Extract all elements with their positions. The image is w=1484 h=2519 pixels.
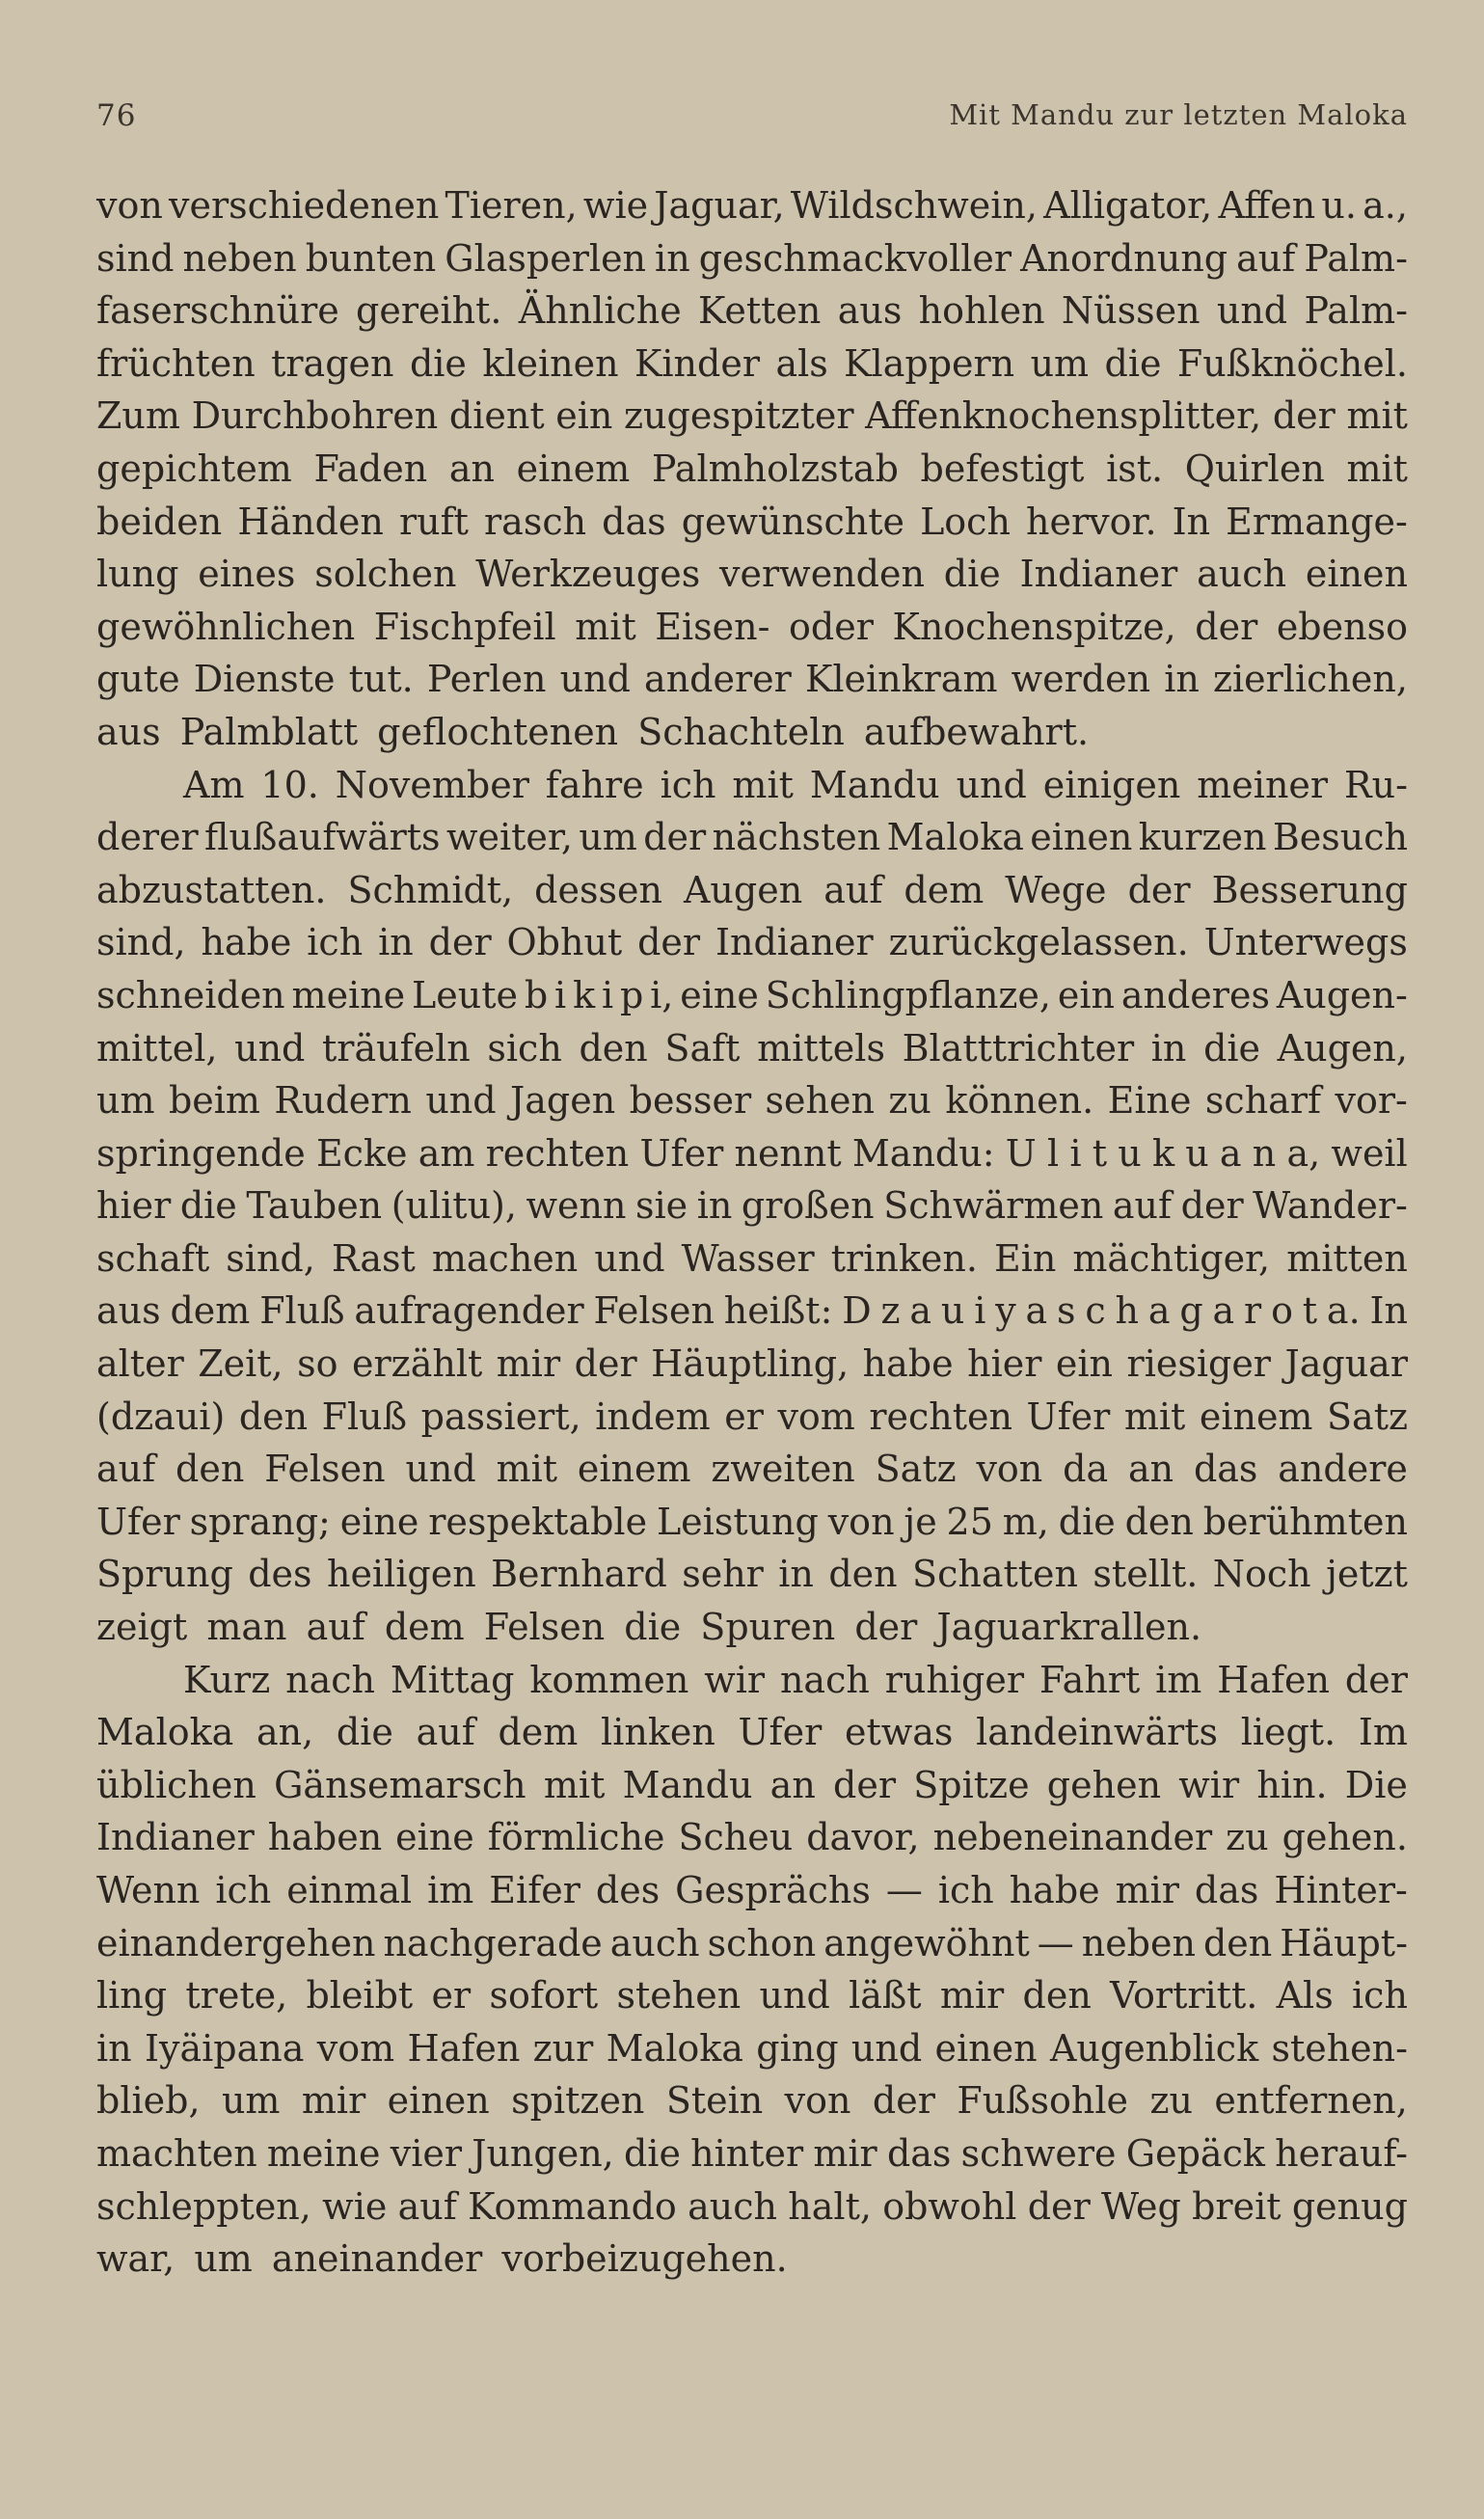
text-line: ling trete, bleibt er sofort stehen und läßt mir den Vortritt. Als ich (96, 1974, 1408, 2018)
text-line: Maloka an, die auf dem linken Ufer etwas landeinwärts liegt. Im (96, 1711, 1408, 1754)
running-title: Mit Mandu zur letzten Maloka (949, 98, 1408, 131)
text-line: Indianer haben eine förmliche Scheu davor, nebeneinander zu gehen. (96, 1816, 1408, 1859)
text-line: sind neben bunten Glasperlen in geschmackvoller Anordnung auf Palm- (96, 236, 1408, 280)
text-line: Zum Durchbohren dient ein zugespitzter Affenknochensplitter, der mit (96, 394, 1408, 438)
page-header (96, 98, 1408, 147)
text-line: springende Ecke am rechten Ufer nennt Mandu: U l i t u k u a n a, weil (96, 1131, 1408, 1175)
text-line: einandergehen nachgerade auch schon angewöhnt — neben den Häupt- (96, 1921, 1408, 1964)
text-line: alter Zeit, so erzählt mir der Häuptling, habe hier ein riesiger Jaguar (96, 1342, 1408, 1386)
text-line: (dzaui) den Fluß passiert, indem er vom rechten Ufer mit einem Satz (96, 1395, 1408, 1438)
text-line: um beim Rudern und Jagen besser sehen zu können. Eine scharf vor- (96, 1079, 1408, 1123)
text-line: schleppten, wie auf Kommando auch halt, obwohl der Weg breit genug (96, 2184, 1408, 2228)
text-line: gute Dienste tut. Perlen und anderer Kleinkram werden in zierlichen, (96, 658, 1408, 701)
page-number: 76 (96, 98, 137, 133)
text-line: aus Palmblatt geflochtenen Schachteln aufbewahrt. (96, 710, 1090, 753)
text-line: Ufer sprang; eine respektable Leistung von je 25 m, die den berühmten (96, 1500, 1408, 1543)
text-line: aus dem Fluß aufragender Felsen heißt: D z a u i y a s c h a g a r o t a. In (96, 1289, 1408, 1333)
text-line: in Iyäipana vom Hafen zur Maloka ging und einen Augenblick stehen- (96, 2026, 1408, 2070)
text-line: mittel, und träufeln sich den Saft mittels Blatttrichter in die Augen, (96, 1026, 1408, 1070)
text-line: von verschiedenen Tieren, wie Jaguar, Wildschwein, Alligator, Affen u. a., (96, 184, 1408, 227)
text-line: blieb, um mir einen spitzen Stein von der Fußsohle zu entfernen, (96, 2079, 1408, 2123)
text-line: lung eines solchen Werkzeuges verwenden die Indianer auch einen (96, 553, 1408, 596)
text-line: schaft sind, Rast machen und Wasser trinken. Ein mächtiger, mitten (96, 1236, 1408, 1280)
text-line: zeigt man auf dem Felsen die Spuren der Jaguarkrallen. (96, 1606, 1202, 1649)
text-line: auf den Felsen und mit einem zweiten Satz von da an das andere (96, 1448, 1408, 1491)
text-line: hier die Tauben (ulitu), wenn sie in großen Schwärmen auf der Wander- (96, 1184, 1408, 1228)
text-line: machten meine vier Jungen, die hinter mir das schwere Gepäck herauf- (96, 2131, 1408, 2175)
text-line: Kurz nach Mittag kommen wir nach ruhiger Fahrt im Hafen der (183, 1658, 1408, 1701)
text-line: schneiden meine Leute b i k i p i, eine Schlingpflanze, ein anderes Augen- (96, 973, 1408, 1016)
text-line: abzustatten. Schmidt, dessen Augen auf dem Wege der Besserung (96, 868, 1408, 911)
text-line: üblichen Gänsemarsch mit Mandu an der Spitze gehen wir hin. Die (96, 1763, 1408, 1806)
text-line: sind, habe ich in der Obhut der Indianer zurückgelassen. Unterwegs (96, 921, 1408, 964)
text-line: faserschnüre gereiht. Ähnliche Ketten aus hohlen Nüssen und Palm- (96, 289, 1408, 333)
text-line: beiden Händen ruft rasch das gewünschte Loch hervor. In Ermange- (96, 500, 1408, 543)
text-line: gewöhnlichen Fischpfeil mit Eisen- oder Knochenspitze, der ebenso (96, 605, 1408, 648)
text-line: Am 10. November fahre ich mit Mandu und einigen meiner Ru- (183, 763, 1408, 806)
text-line: Sprung des heiligen Bernhard sehr in den Schatten stellt. Noch jetzt (96, 1553, 1408, 1596)
text-line: derer flußaufwärts weiter, um der nächsten Maloka einen kurzen Besuch (96, 816, 1408, 859)
text-line: früchten tragen die kleinen Kinder als Klappern um die Fußknöchel. (96, 341, 1408, 385)
body-text (96, 179, 1408, 2286)
text-line: Wenn ich einmal im Eifer des Gesprächs — ich habe mir das Hinter- (96, 1869, 1408, 1911)
text-line: war, um aneinander vorbeizugehen. (96, 2237, 788, 2281)
text-line: gepichtem Faden an einem Palmholzstab befestigt ist. Quirlen mit (96, 447, 1408, 490)
